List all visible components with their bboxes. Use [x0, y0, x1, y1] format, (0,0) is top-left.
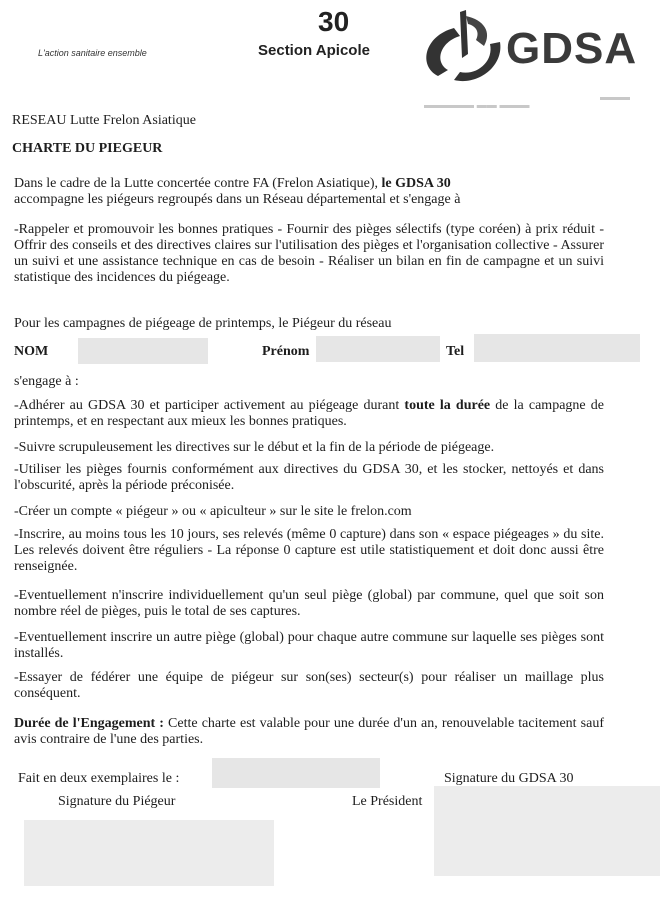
- duration-text: Cette charte est valable pour une durée d'un an, renouvelable tacitement sauf avis contraire de l'une des parties.: [14, 716, 604, 747]
- gdsa-commitments: -Rappeler et promouvoir les bonnes pratiques - Fournir des pièges sélectifs (type coréen) à prix réduit - Offrir des conseils et des directives claires sur l'utilisation des pièges et l'organisation collective - Assurer un suivi et une assistance technique en cas de besoin - Réaliser un bilan en fin de campagne et un suivi statistique des incidences du piégeage.: [14, 222, 604, 285]
- gdsa-signature-label: Signature du GDSA 30: [444, 771, 574, 786]
- logo-swoosh-outer: [426, 28, 460, 76]
- bleed-through-mark: ▬▬▬: [600, 92, 630, 103]
- rule-item: [14, 398, 604, 430]
- section-name: Section Apicole: [258, 42, 370, 59]
- rule-item: -Eventuellement n'inscrire individuellement qu'un seul piège (global) par commune, quel que soit son nombre réel de pièges, puis le total de ses captures.: [14, 588, 604, 619]
- charter-title: CHARTE DU PIEGEUR: [12, 141, 163, 156]
- rule-item: -Inscrire, au moins tous les 10 jours, ses relevés (même 0 capture) dans son « espace piégeages » du site. Les relevés doivent être réguliers - La réponse 0 capture est utile statistiquement et doit donc aussi être renseignée.: [14, 527, 604, 574]
- rule-item: -Eventuellement inscrire un autre piège (global) pour chaque autre commune sur laquelle ses pièges sont installés.: [14, 630, 604, 661]
- tel-label: Tel: [446, 344, 465, 359]
- made-in-label: Fait en deux exemplaires le :: [18, 771, 180, 786]
- intro-paragraph: [14, 176, 494, 208]
- nom-field[interactable]: [78, 338, 208, 364]
- rule-text-end: de la campagne de printemps, et en respectant aux mieux les bonnes pratiques.: [14, 398, 604, 429]
- rule-item: -Utiliser les pièges fournis conformément aux directives du GDSA 30, et les stocker, nettoyés et dans l'obscurité, après la période préconisée.: [14, 462, 604, 493]
- rule-item: -Suivre scrupuleusement les directives sur le début et la fin de la période de piégeage.: [14, 440, 495, 455]
- prenom-field[interactable]: [316, 336, 440, 362]
- rule-bold: toute la durée: [404, 398, 491, 413]
- duration-label: Durée de l'Engagement :: [14, 716, 164, 731]
- trapper-signature-label: Signature du Piégeur: [58, 794, 176, 809]
- rule-item: -Essayer de fédérer une équipe de piégeur sur son(ses) secteur(s) pour réaliser un maillage plus conséquent.: [14, 670, 604, 701]
- campaign-line: Pour les campagnes de piégeage de printemps, le Piégeur du réseau: [14, 316, 392, 331]
- department-number: 30: [318, 6, 350, 37]
- intro-bold: le GDSA 30: [381, 176, 451, 191]
- nom-label: NOM: [14, 344, 49, 359]
- bleed-through-mark: ▬▬▬▬▬ ▬▬ ▬▬▬: [424, 100, 530, 111]
- header-slogan: L'action sanitaire ensemble: [38, 48, 147, 58]
- logo-text: GDSA: [506, 24, 638, 73]
- prenom-label: Prénom: [262, 344, 310, 359]
- date-field[interactable]: [212, 758, 380, 788]
- rule-text: -Adhérer au GDSA 30 et participer activement au piégeage durant: [14, 398, 405, 413]
- trapper-signature-box[interactable]: [24, 820, 274, 886]
- duration-paragraph: [14, 716, 604, 748]
- gdsa-signature-box[interactable]: [434, 786, 660, 876]
- engage-label: s'engage à :: [14, 374, 79, 389]
- intro-text-end: accompagne les piégeurs regroupés dans un Réseau départemental et s'engage à: [14, 192, 461, 207]
- tel-field[interactable]: [474, 334, 640, 362]
- network-title: RESEAU Lutte Frelon Asiatique: [12, 113, 196, 128]
- intro-text: Dans le cadre de la Lutte concertée contre FA (Frelon Asiatique),: [14, 176, 382, 191]
- logo-blade: [466, 16, 487, 46]
- president-label: Le Président: [352, 794, 423, 809]
- rule-item: -Créer un compte « piégeur » ou « apiculteur » sur le site le frelon.com: [14, 504, 412, 519]
- logo-swoosh-inner: [454, 42, 500, 81]
